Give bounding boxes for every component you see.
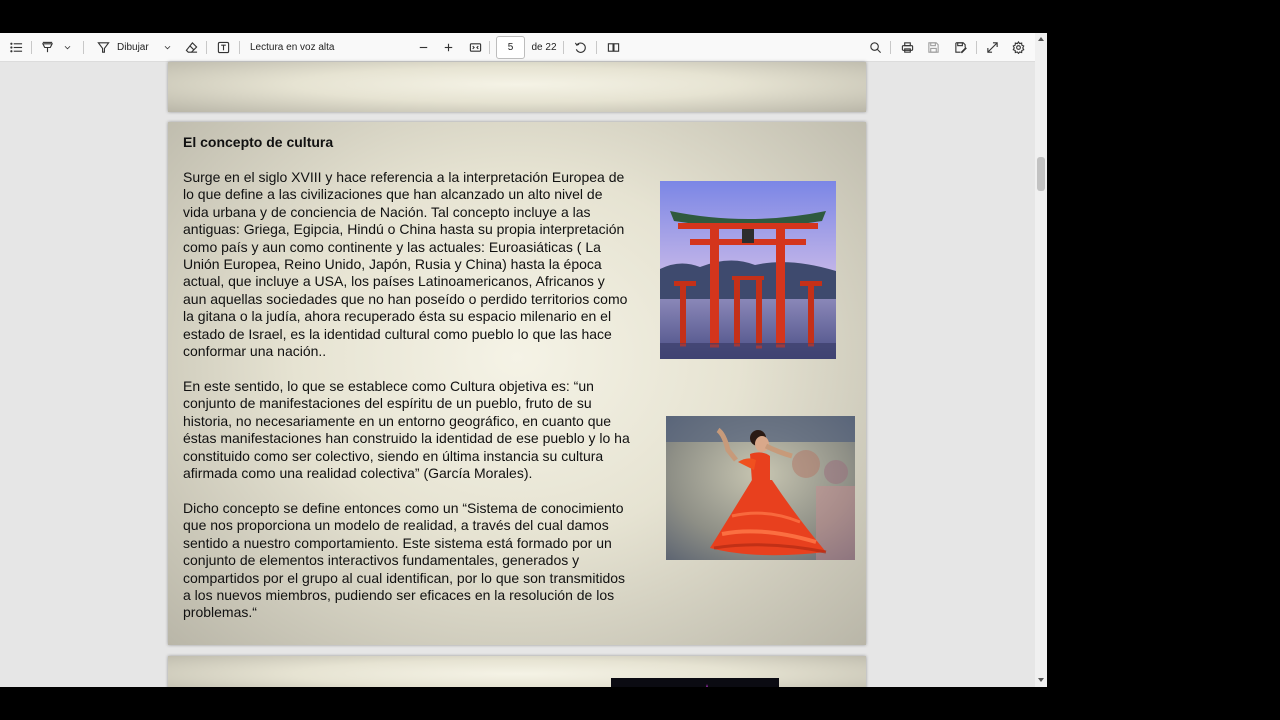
page-number-input[interactable]: 5 [496,36,525,59]
rotate-button[interactable] [571,33,589,62]
pdf-page-next [168,656,866,687]
torii-gate-image [660,181,836,359]
settings-button[interactable] [1009,33,1027,62]
chevron-down-icon [160,39,174,57]
scroll-down-arrow-icon[interactable] [1038,678,1044,682]
toolbar-divider [83,41,84,54]
highlight-button[interactable] [38,33,56,62]
contents-icon [7,39,25,57]
draw-button[interactable] [94,33,156,62]
fit-page-button[interactable] [466,33,484,62]
save-as-icon [951,39,969,57]
scrollbar-thumb[interactable] [1037,157,1045,191]
zoom-in-icon [439,39,457,57]
toolbar-divider [563,41,564,54]
search-icon [866,39,884,57]
draw-label: Dibujar [117,42,149,53]
fullscreen-button[interactable] [983,33,1001,62]
save-button[interactable] [924,33,942,62]
paragraph: En este sentido, lo que se establece como Cultura objetiva es: “un conjunto de manifestaciones del espíritu de un pueblo, fruto de su historia, no necesariamente en un entorno geográfico, en cuanto que éstas manifestaciones han construido la identidad de ese pueblo y lo ha constituido como ser colectivo, siendo en última instancia su cultura afirmada como una realidad colectiva” (García Morales). [183,378,630,482]
read-aloud-button[interactable] [250,33,345,62]
search-button[interactable] [866,33,884,62]
print-button[interactable] [898,33,916,62]
page-title: El concepto de cultura [183,134,334,150]
highlight-options-button[interactable] [60,33,74,62]
scroll-up-arrow-icon[interactable] [1038,37,1044,41]
draw-icon [94,39,112,57]
toolbar-divider [206,41,207,54]
save-as-button[interactable] [951,33,969,62]
save-icon [924,39,942,57]
pdf-page-previous [168,62,866,112]
pdf-viewer [0,33,1047,687]
text-icon [214,39,232,57]
paragraph: Dicho concepto se define entonces como un “Sistema de conocimiento que nos proporciona un modelo de realidad, a través del cual damos sentido a nuestro comportamiento. Este sistema está formado por un conjunto de elementos interactivos fundamentales, generados y compartidos por el grupo al cual identifican, por lo que son transmitidos a los nuevos miembros, pudiendo ser eficaces en la resolución de los problemas.“ [183,500,626,621]
eraser-button[interactable] [182,33,200,62]
print-icon [898,39,916,57]
settings-icon [1009,39,1027,57]
toolbar-divider [976,41,977,54]
toolbar-divider [239,41,240,54]
add-text-button[interactable] [214,33,232,62]
read-aloud-label: Lectura en voz alta [250,42,335,53]
fullscreen-icon [983,39,1001,57]
fit-page-icon [466,39,484,57]
next-page-image [611,678,779,687]
toolbar-divider [31,41,32,54]
rotate-icon [571,39,589,57]
page-view-button[interactable] [604,33,622,62]
eraser-icon [182,39,200,57]
zoom-out-icon [414,39,432,57]
draw-options-button[interactable] [160,33,174,62]
chevron-down-icon [60,39,74,57]
flamenco-dancer-painting [666,416,855,560]
vertical-scrollbar[interactable] [1035,33,1047,687]
contents-button[interactable] [7,33,25,62]
pdf-page [168,122,866,645]
paragraph: Surge en el siglo XVIII y hace referencia a la interpretación Europea de lo que define a las civilizaciones que han alcanzado un alto nivel de vida urbana y de conciencia de Nación. Tal concepto incluye a las antiguas: Griega, Egipcia, Hindú o China hasta su propia interpretación como país y aun como continente y las actuales: Euroasiáticas ( La Unión Europea, Reino Unido, Japón, Rusia y China) hasta la época actual, que incluye a USA, los países Latinoamericanos, Africanos y aun aquellas sociedades que no han poseído o perdido territorios como la gitana o la judía, ahora recuperado ésta su espacio milenario en el estado de Israel, es la identidad cultural como pueblo lo que las hace conformar una nación.. [183,169,628,360]
toolbar-divider [890,41,891,54]
page-total: de 22 [531,42,557,53]
zoom-out-button[interactable] [414,33,432,62]
page-view-icon [604,39,622,57]
toolbar-divider [489,41,490,54]
highlight-icon [38,39,56,57]
zoom-in-button[interactable] [439,33,457,62]
toolbar-divider [596,41,597,54]
toolbar [0,33,1035,62]
